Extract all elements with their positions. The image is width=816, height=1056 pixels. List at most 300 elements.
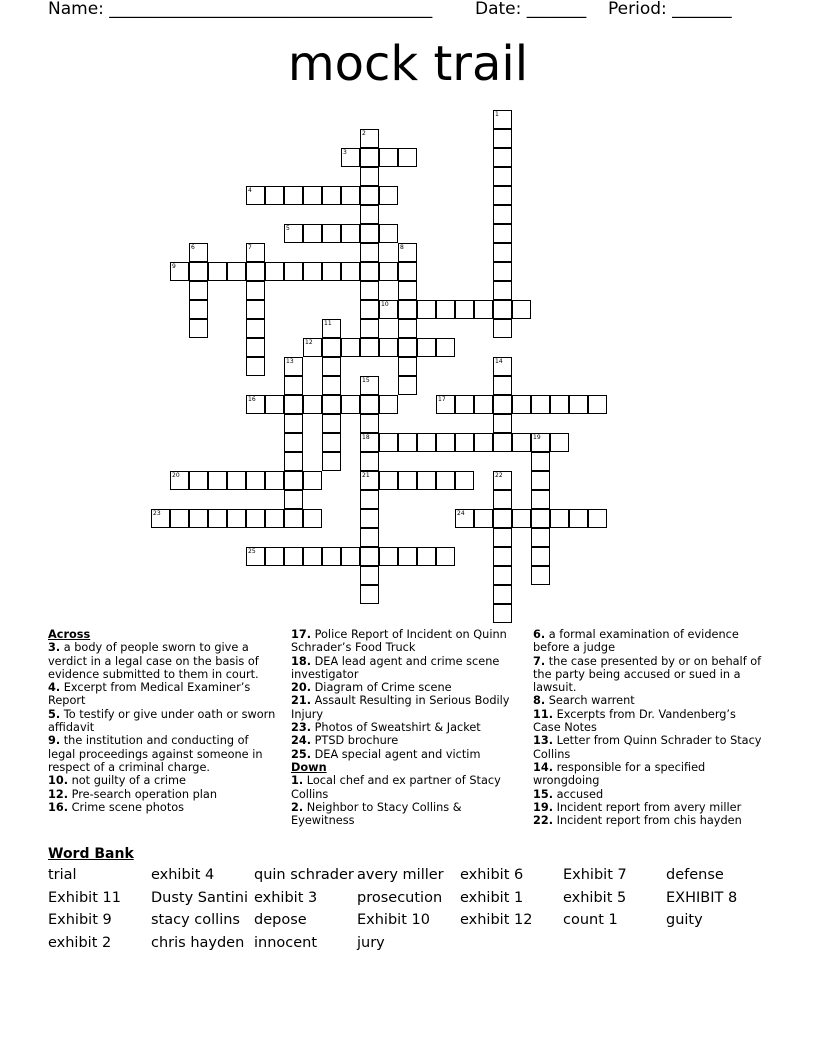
grid-cell[interactable] xyxy=(360,509,379,528)
clue-down-19 xyxy=(533,801,763,814)
cell-number: 18 xyxy=(362,434,370,441)
grid-cell[interactable] xyxy=(455,395,474,414)
grid-cell[interactable] xyxy=(246,300,265,319)
clue-across-12 xyxy=(48,788,276,801)
grid-cell[interactable] xyxy=(360,224,379,243)
word-bank-item: Exhibit 9 xyxy=(48,912,112,928)
cell-number: 9 xyxy=(172,263,176,270)
clue-text: not guilty of a crime xyxy=(71,774,186,788)
grid-cell[interactable] xyxy=(493,281,512,300)
date-field[interactable]: Date: _______ xyxy=(475,0,587,19)
grid-cell[interactable] xyxy=(417,338,436,357)
grid-cell[interactable] xyxy=(303,338,322,357)
grid-cell[interactable] xyxy=(189,300,208,319)
clue-number: 2. xyxy=(291,800,304,814)
clue-text: Letter from Quinn Schrader to Stacy Collins xyxy=(533,734,762,761)
grid-cell[interactable] xyxy=(189,281,208,300)
clue-across-5 xyxy=(48,708,276,735)
grid-cell[interactable] xyxy=(360,490,379,509)
grid-cell[interactable] xyxy=(189,471,208,490)
cell-number: 8 xyxy=(400,244,404,251)
grid-cell[interactable] xyxy=(493,547,512,566)
clue-number: 15. xyxy=(533,787,554,801)
cell-number: 15 xyxy=(362,377,370,384)
grid-cell[interactable] xyxy=(246,338,265,357)
grid-cell[interactable] xyxy=(303,547,322,566)
grid-cell[interactable] xyxy=(550,395,569,414)
grid-cell[interactable] xyxy=(284,186,303,205)
clue-down-13 xyxy=(533,734,763,761)
grid-cell[interactable] xyxy=(398,281,417,300)
grid-cell[interactable] xyxy=(379,433,398,452)
grid-cell[interactable] xyxy=(379,338,398,357)
period-field[interactable]: Period: _______ xyxy=(608,0,732,19)
grid-cell[interactable] xyxy=(322,376,341,395)
grid-cell[interactable] xyxy=(531,490,550,509)
clue-number: 1. xyxy=(291,774,304,788)
clue-text: the case presented by or on behalf of the party being accused or sued in a lawsuit. xyxy=(533,654,762,695)
grid-cell[interactable] xyxy=(436,338,455,357)
grid-cell[interactable] xyxy=(322,395,341,414)
word-bank-item: exhibit 12 xyxy=(460,912,533,928)
grid-cell[interactable] xyxy=(246,509,265,528)
grid-cell[interactable] xyxy=(360,376,379,395)
word-bank-title: Word Bank xyxy=(48,846,134,862)
grid-cell[interactable] xyxy=(360,414,379,433)
grid-cell[interactable] xyxy=(493,262,512,281)
grid-cell[interactable] xyxy=(341,186,360,205)
grid-cell[interactable] xyxy=(379,471,398,490)
clue-across-10 xyxy=(48,774,276,787)
cell-number: 16 xyxy=(248,396,256,403)
grid-cell[interactable] xyxy=(170,262,189,281)
grid-cell[interactable] xyxy=(398,338,417,357)
grid-cell[interactable] xyxy=(284,376,303,395)
grid-cell[interactable] xyxy=(493,376,512,395)
grid-cell[interactable] xyxy=(436,471,455,490)
grid-cell[interactable] xyxy=(455,300,474,319)
clue-number: 16. xyxy=(48,800,69,814)
grid-cell[interactable] xyxy=(493,167,512,186)
clue-down-7 xyxy=(533,655,763,695)
clue-number: 6. xyxy=(533,628,546,641)
clue-down-8 xyxy=(533,694,763,707)
grid-cell[interactable] xyxy=(493,129,512,148)
cell-number: 3 xyxy=(343,149,347,156)
clue-number: 21. xyxy=(291,694,312,708)
grid-cell[interactable] xyxy=(493,395,512,414)
grid-cell[interactable] xyxy=(493,224,512,243)
grid-cell[interactable] xyxy=(360,281,379,300)
clue-text: Photos of Sweatshirt & Jacket xyxy=(314,721,481,735)
clue-across-24 xyxy=(291,734,519,747)
clue-across-25 xyxy=(291,748,519,761)
grid-cell[interactable] xyxy=(189,243,208,262)
grid-cell[interactable] xyxy=(379,547,398,566)
clue-number: 12. xyxy=(48,787,69,801)
cell-number: 4 xyxy=(248,187,252,194)
grid-cell[interactable] xyxy=(246,395,265,414)
down-heading: Down xyxy=(291,760,327,774)
grid-cell[interactable] xyxy=(246,319,265,338)
clue-column-3 xyxy=(533,628,763,827)
word-bank-item: exhibit 4 xyxy=(151,867,215,883)
clue-number: 10. xyxy=(48,774,69,788)
grid-cell[interactable] xyxy=(512,509,531,528)
grid-cell[interactable] xyxy=(322,224,341,243)
grid-cell[interactable] xyxy=(569,395,588,414)
grid-cell[interactable] xyxy=(284,490,303,509)
clue-number: 8. xyxy=(533,694,546,708)
grid-cell[interactable] xyxy=(436,547,455,566)
grid-cell[interactable] xyxy=(360,148,379,167)
clue-across-18 xyxy=(291,655,519,682)
word-bank-item: count 1 xyxy=(563,912,618,928)
grid-cell[interactable] xyxy=(493,566,512,585)
clue-across-23 xyxy=(291,721,519,734)
word-bank-item: avery miller xyxy=(357,867,444,883)
grid-cell[interactable] xyxy=(265,262,284,281)
grid-cell[interactable] xyxy=(360,205,379,224)
clue-down-11 xyxy=(533,708,763,735)
grid-cell[interactable] xyxy=(493,319,512,338)
grid-cell[interactable] xyxy=(493,471,512,490)
grid-cell[interactable] xyxy=(360,471,379,490)
cell-number: 22 xyxy=(495,472,503,479)
grid-cell[interactable] xyxy=(360,585,379,604)
clue-number: 14. xyxy=(533,760,554,774)
grid-cell[interactable] xyxy=(493,205,512,224)
grid-cell[interactable] xyxy=(398,243,417,262)
grid-cell[interactable] xyxy=(360,338,379,357)
grid-cell[interactable] xyxy=(246,262,265,281)
grid-cell[interactable] xyxy=(436,300,455,319)
cell-number: 20 xyxy=(172,472,180,479)
grid-cell[interactable] xyxy=(246,243,265,262)
grid-cell[interactable] xyxy=(284,224,303,243)
grid-cell[interactable] xyxy=(493,604,512,623)
clue-number: 7. xyxy=(533,654,546,668)
clue-number: 13. xyxy=(533,734,554,748)
clue-text: Assault Resulting in Serious Bodily Injury xyxy=(291,694,510,721)
grid-cell[interactable] xyxy=(360,395,379,414)
grid-cell[interactable] xyxy=(379,148,398,167)
clue-down-6 xyxy=(533,628,763,655)
grid-cell[interactable] xyxy=(170,509,189,528)
grid-cell[interactable] xyxy=(284,471,303,490)
clue-column-2 xyxy=(291,628,519,827)
grid-cell[interactable] xyxy=(398,471,417,490)
word-bank-item: exhibit 6 xyxy=(460,867,524,883)
grid-cell[interactable] xyxy=(569,509,588,528)
word-bank-item: trial xyxy=(48,867,77,883)
clue-text: accused xyxy=(556,787,604,801)
grid-cell[interactable] xyxy=(531,433,550,452)
word-bank-item: Exhibit 10 xyxy=(357,912,430,928)
grid-cell[interactable] xyxy=(493,414,512,433)
cell-number: 19 xyxy=(533,434,541,441)
grid-cell[interactable] xyxy=(531,471,550,490)
word-bank-item: chris hayden xyxy=(151,934,245,951)
grid-cell[interactable] xyxy=(322,186,341,205)
clue-text: Excerpts from Dr. Vandenberg’s Case Notes xyxy=(533,707,736,735)
grid-cell[interactable] xyxy=(284,395,303,414)
grid-cell[interactable] xyxy=(531,547,550,566)
grid-cell[interactable] xyxy=(588,395,607,414)
word-bank-item: EXHIBIT 8 xyxy=(666,889,738,906)
grid-cell[interactable] xyxy=(493,243,512,262)
grid-cell[interactable] xyxy=(493,357,512,376)
grid-cell[interactable] xyxy=(493,585,512,604)
word-bank-item: defense xyxy=(666,867,724,883)
clue-text: Local chef and ex partner of Stacy Collins xyxy=(291,774,501,801)
grid-cell[interactable] xyxy=(284,509,303,528)
grid-cell[interactable] xyxy=(379,186,398,205)
grid-cell[interactable] xyxy=(398,433,417,452)
grid-cell[interactable] xyxy=(284,414,303,433)
grid-cell[interactable] xyxy=(322,357,341,376)
grid-cell[interactable] xyxy=(398,262,417,281)
word-bank-item: guity xyxy=(666,912,703,928)
grid-cell[interactable] xyxy=(246,357,265,376)
word-bank-item: depose xyxy=(254,912,307,928)
grid-cell[interactable] xyxy=(303,471,322,490)
grid-cell[interactable] xyxy=(550,433,569,452)
grid-cell[interactable] xyxy=(208,509,227,528)
clue-across-4 xyxy=(48,681,276,708)
grid-cell[interactable] xyxy=(493,300,512,319)
grid-cell[interactable] xyxy=(341,338,360,357)
clue-text: DEA lead agent and crime scene investigator xyxy=(291,654,500,681)
cell-number: 6 xyxy=(191,244,195,251)
grid-cell[interactable] xyxy=(436,395,455,414)
across-heading: Across xyxy=(48,628,91,641)
grid-cell[interactable] xyxy=(227,262,246,281)
clue-column-1 xyxy=(48,628,276,814)
grid-cell[interactable] xyxy=(303,509,322,528)
grid-cell[interactable] xyxy=(398,148,417,167)
grid-cell[interactable] xyxy=(360,547,379,566)
grid-cell[interactable] xyxy=(322,414,341,433)
grid-cell[interactable] xyxy=(341,395,360,414)
grid-cell[interactable] xyxy=(246,471,265,490)
puzzle-title: mock trail xyxy=(287,36,529,92)
clue-number: 20. xyxy=(291,681,312,695)
grid-cell[interactable] xyxy=(531,528,550,547)
grid-cell[interactable] xyxy=(265,471,284,490)
grid-cell[interactable] xyxy=(493,110,512,129)
clue-across-9 xyxy=(48,734,276,774)
clue-down-2 xyxy=(291,801,519,828)
grid-cell[interactable] xyxy=(360,300,379,319)
grid-cell[interactable] xyxy=(265,186,284,205)
clue-number: 5. xyxy=(48,707,61,721)
grid-cell[interactable] xyxy=(284,433,303,452)
grid-cell[interactable] xyxy=(360,186,379,205)
word-bank-item: exhibit 2 xyxy=(48,934,112,951)
clue-number: 25. xyxy=(291,747,312,761)
grid-cell[interactable] xyxy=(493,509,512,528)
grid-cell[interactable] xyxy=(474,509,493,528)
grid-cell[interactable] xyxy=(474,300,493,319)
grid-cell[interactable] xyxy=(284,547,303,566)
grid-cell[interactable] xyxy=(455,471,474,490)
clue-text: Incident report from chis hayden xyxy=(556,814,742,828)
word-bank-item: Exhibit 11 xyxy=(48,889,121,906)
grid-cell[interactable] xyxy=(398,300,417,319)
grid-cell[interactable] xyxy=(474,433,493,452)
word-bank-item: exhibit 5 xyxy=(563,889,627,906)
word-bank-item: jury xyxy=(357,934,385,951)
grid-cell[interactable] xyxy=(512,395,531,414)
grid-cell[interactable] xyxy=(531,452,550,471)
clue-text: Neighbor to Stacy Collins & Eyewitness xyxy=(291,800,462,828)
grid-cell[interactable] xyxy=(303,262,322,281)
grid-cell[interactable] xyxy=(360,319,379,338)
grid-cell[interactable] xyxy=(189,509,208,528)
grid-cell[interactable] xyxy=(341,224,360,243)
cell-number: 24 xyxy=(457,510,465,517)
grid-cell[interactable] xyxy=(436,433,455,452)
clue-text: Police Report of Incident on Quinn Schrader’s Food Truck xyxy=(291,628,507,655)
grid-cell[interactable] xyxy=(151,509,170,528)
grid-cell[interactable] xyxy=(493,490,512,509)
grid-cell[interactable] xyxy=(322,433,341,452)
grid-cell[interactable] xyxy=(455,433,474,452)
grid-cell[interactable] xyxy=(360,433,379,452)
clue-number: 23. xyxy=(291,721,312,735)
clue-down-1 xyxy=(291,774,519,801)
grid-cell[interactable] xyxy=(474,395,493,414)
clue-across-20 xyxy=(291,681,519,694)
word-bank-item: Dusty Santini xyxy=(151,889,248,906)
grid-cell[interactable] xyxy=(379,300,398,319)
cell-number: 23 xyxy=(153,510,161,517)
grid-cell[interactable] xyxy=(303,186,322,205)
grid-cell[interactable] xyxy=(379,262,398,281)
grid-cell[interactable] xyxy=(531,509,550,528)
clue-number: 9. xyxy=(48,734,61,748)
clue-text: Crime scene photos xyxy=(71,800,185,814)
grid-cell[interactable] xyxy=(265,395,284,414)
clue-text: PTSD brochure xyxy=(314,734,399,748)
grid-cell[interactable] xyxy=(360,129,379,148)
grid-cell[interactable] xyxy=(189,262,208,281)
cell-number: 10 xyxy=(381,301,389,308)
grid-cell[interactable] xyxy=(398,376,417,395)
grid-cell[interactable] xyxy=(398,357,417,376)
cell-number: 2 xyxy=(362,130,366,137)
name-field[interactable]: Name: ______________________________________ xyxy=(48,0,433,19)
grid-cell[interactable] xyxy=(341,547,360,566)
grid-cell[interactable] xyxy=(360,452,379,471)
grid-cell[interactable] xyxy=(417,471,436,490)
cell-number: 21 xyxy=(362,472,370,479)
grid-cell[interactable] xyxy=(417,433,436,452)
grid-cell[interactable] xyxy=(208,471,227,490)
grid-cell[interactable] xyxy=(588,509,607,528)
clue-text: Incident report from avery miller xyxy=(556,800,742,814)
grid-cell[interactable] xyxy=(246,281,265,300)
grid-cell[interactable] xyxy=(303,395,322,414)
clue-text: To testify or give under oath or sworn affidavit xyxy=(48,707,276,735)
grid-cell[interactable] xyxy=(265,547,284,566)
grid-cell[interactable] xyxy=(493,528,512,547)
cell-number: 14 xyxy=(495,358,503,365)
grid-cell[interactable] xyxy=(303,224,322,243)
grid-cell[interactable] xyxy=(531,395,550,414)
clue-text: DEA special agent and victim xyxy=(314,747,481,761)
grid-cell[interactable] xyxy=(284,357,303,376)
grid-cell[interactable] xyxy=(360,566,379,585)
grid-cell[interactable] xyxy=(322,547,341,566)
cell-number: 5 xyxy=(286,225,290,232)
grid-cell[interactable] xyxy=(398,547,417,566)
clue-text: responsible for a specified wrongdoing xyxy=(533,760,706,788)
grid-cell[interactable] xyxy=(227,509,246,528)
grid-cell[interactable] xyxy=(322,452,341,471)
clue-number: 19. xyxy=(533,800,554,814)
grid-cell[interactable] xyxy=(379,395,398,414)
grid-cell[interactable] xyxy=(265,509,284,528)
grid-cell[interactable] xyxy=(417,547,436,566)
grid-cell[interactable] xyxy=(360,167,379,186)
clue-text: Search warrent xyxy=(548,694,635,708)
grid-cell[interactable] xyxy=(322,338,341,357)
clue-down-15 xyxy=(533,788,763,801)
grid-cell[interactable] xyxy=(360,262,379,281)
clue-number: 22. xyxy=(533,814,554,828)
grid-cell[interactable] xyxy=(398,319,417,338)
grid-cell[interactable] xyxy=(284,262,303,281)
grid-cell[interactable] xyxy=(512,300,531,319)
grid-cell[interactable] xyxy=(512,433,531,452)
cell-number: 25 xyxy=(248,548,256,555)
clue-across-3 xyxy=(48,641,276,681)
grid-cell[interactable] xyxy=(227,471,246,490)
grid-cell[interactable] xyxy=(379,224,398,243)
grid-cell[interactable] xyxy=(493,433,512,452)
grid-cell[interactable] xyxy=(322,262,341,281)
word-bank-item: exhibit 3 xyxy=(254,889,318,906)
grid-cell[interactable] xyxy=(531,566,550,585)
grid-cell[interactable] xyxy=(550,509,569,528)
grid-cell[interactable] xyxy=(493,186,512,205)
grid-cell[interactable] xyxy=(322,319,341,338)
clue-text: Diagram of Crime scene xyxy=(314,681,452,695)
word-bank-item: quin schrader xyxy=(254,867,354,883)
grid-cell[interactable] xyxy=(208,262,227,281)
grid-cell[interactable] xyxy=(455,509,474,528)
grid-cell[interactable] xyxy=(493,148,512,167)
grid-cell[interactable] xyxy=(284,452,303,471)
grid-cell[interactable] xyxy=(360,243,379,262)
grid-cell[interactable] xyxy=(341,262,360,281)
grid-cell[interactable] xyxy=(246,547,265,566)
clue-text: a formal examination of evidence before a judge xyxy=(533,628,739,655)
grid-cell[interactable] xyxy=(189,319,208,338)
cell-number: 17 xyxy=(438,396,446,403)
grid-cell[interactable] xyxy=(246,186,265,205)
grid-cell[interactable] xyxy=(417,300,436,319)
grid-cell[interactable] xyxy=(360,528,379,547)
cell-number: 1 xyxy=(495,111,499,118)
clue-text: a body of people sworn to give a verdict in a legal case on the basis of evidence submitted to them in court. xyxy=(48,641,259,681)
grid-cell[interactable] xyxy=(341,148,360,167)
clue-number: 18. xyxy=(291,654,312,668)
grid-cell[interactable] xyxy=(170,471,189,490)
word-bank-item: prosecution xyxy=(357,889,443,906)
